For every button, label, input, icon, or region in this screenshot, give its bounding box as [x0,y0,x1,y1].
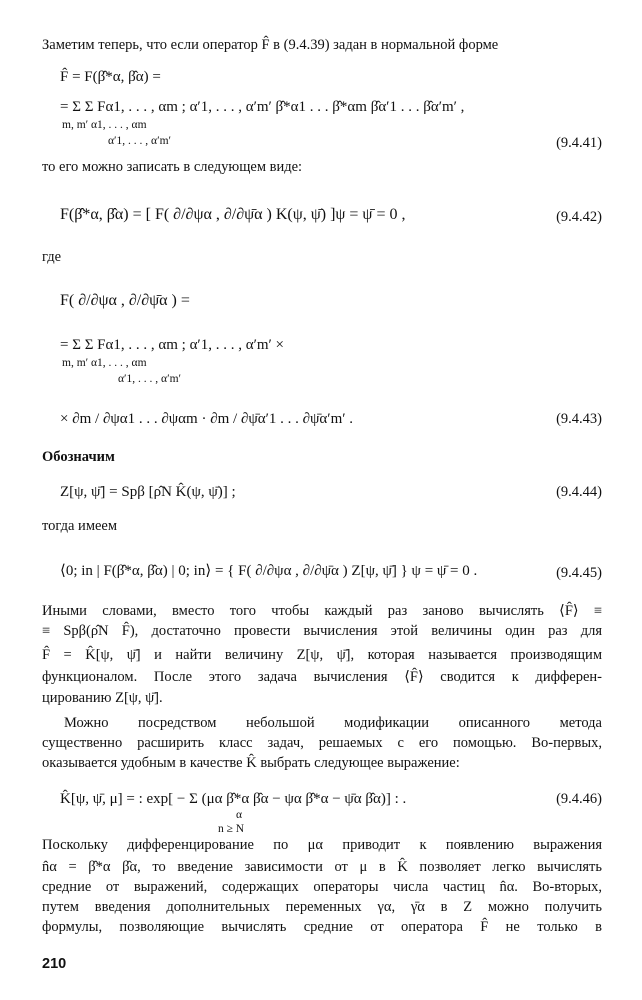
text-line: средние от выражений, содержащих операторы числа частиц n̂α. Во-вторых, [42,879,602,895]
equation-9-4-46-index: α [236,809,243,821]
equation-9-4-43-subscripts: m, m′ α1, . . . , αm [62,357,147,369]
equation-9-4-42: F(β̂*α, β̂α) = [ F( ∂/∂ψα , ∂/∂ψ̄α ) K(ψ, ψ̄) ]ψ = ψ̄ = 0 , [60,206,406,223]
equation-9-4-43-line2: = Σ Σ Fα1, . . . , αm ; α′1, . . . , α′m′ × [60,337,285,353]
equation-number: (9.4.44) [556,484,602,500]
text-line: Поскольку дифференцирование по μα приводит к появлению выражения [42,837,602,853]
text-line: оказывается удобным в качестве K̂ выбрать следующее выражение: [42,755,460,771]
text-line: цированию Z[ψ, ψ̄]. [42,690,163,706]
equation-9-4-46: K̂[ψ, ψ̄, μ] = : exp[ − Σ (μα β̂*α β̂α − ψα β̂*α − ψ̄α β̂α)] : . [60,791,407,807]
text-line: функционалом. После этого задача вычисления ⟨F̂⟩ сводится к дифферен- [42,669,602,685]
equation-9-4-41-subscripts2: α′1, . . . , α′m′ [108,135,172,147]
text-line: Заметим теперь, что если оператор F̂ в (9.4.39) задан в нормальной форме [42,37,499,53]
text-line: формулы, позволяющие вычислять средние от оператора F̂ не только в [42,919,602,935]
text-line: существенно расширить класс задач, решаемых с его помощью. Во-первых, [42,735,602,751]
text-line: n̂α = β̂*α β̂α, то введение зависимости от μ в K̂ позволяет легко вычислять [42,859,602,875]
page-number: 210 [42,956,67,972]
equation-9-4-43-line1: F( ∂/∂ψα , ∂/∂ψ̄α ) = [60,292,190,309]
equation-9-4-43-subscripts2: α′1, . . . , α′m′ [118,373,182,385]
equation-9-4-41-line2: = Σ Σ Fα1, . . . , αm ; α′1, . . . , α′m′ β̂*α1 . . . β̂*αm β̂α′1 . . . β̂α′m′ , [60,99,465,115]
equation-9-4-44: Z[ψ, ψ̄] = Spβ [ρ̂N K̂(ψ, ψ̄)] ; [60,484,236,500]
text-line: тогда имеем [42,518,118,534]
text-line: где [42,249,62,265]
text-line: ≡ Spβ(ρ̂N F̂), достаточно провести вычисления этой величины один раз для [42,623,602,639]
equation-number: (9.4.46) [556,791,602,807]
equation-number: (9.4.45) [556,565,602,581]
equation-number: (9.4.42) [556,209,602,225]
text-line: F̂ = K̂[ψ, ψ̄] и найти величину Z[ψ, ψ̄], которая называется производящим [42,647,602,663]
text-line: путем введения дополнительных переменных γα, γ̄α в Z можно получить [42,899,602,915]
text-line: Можно посредством небольшой модификации описанного метода [64,715,602,731]
equation-9-4-41-subscripts: m, m′ α1, . . . , αm [62,119,147,131]
text-line: то его можно записать в следующем виде: [42,159,303,175]
equation-9-4-41-line1: F̂ = F(β̂*α, β̂α) = [60,69,161,85]
equation-number: (9.4.43) [556,411,602,427]
equation-9-4-43-line3: × ∂m / ∂ψα1 . . . ∂ψαm · ∂m / ∂ψ̄α′1 . . . ∂ψ̄α′m′ . [60,411,354,427]
text-line: Обозначим [42,449,115,465]
equation-number: (9.4.41) [556,135,602,151]
equation-9-4-46-condition: n ≥ N [218,823,245,835]
equation-9-4-45: ⟨0; in | F(β̂*α, β̂α) | 0; in⟩ = { F( ∂/∂ψα , ∂/∂ψ̄α ) Z[ψ, ψ̄] } ψ = ψ̄ = 0 . [60,563,478,579]
text-line: Иными словами, вместо того чтобы каждый раз заново вычислять ⟨F̂⟩ ≡ [42,603,602,619]
